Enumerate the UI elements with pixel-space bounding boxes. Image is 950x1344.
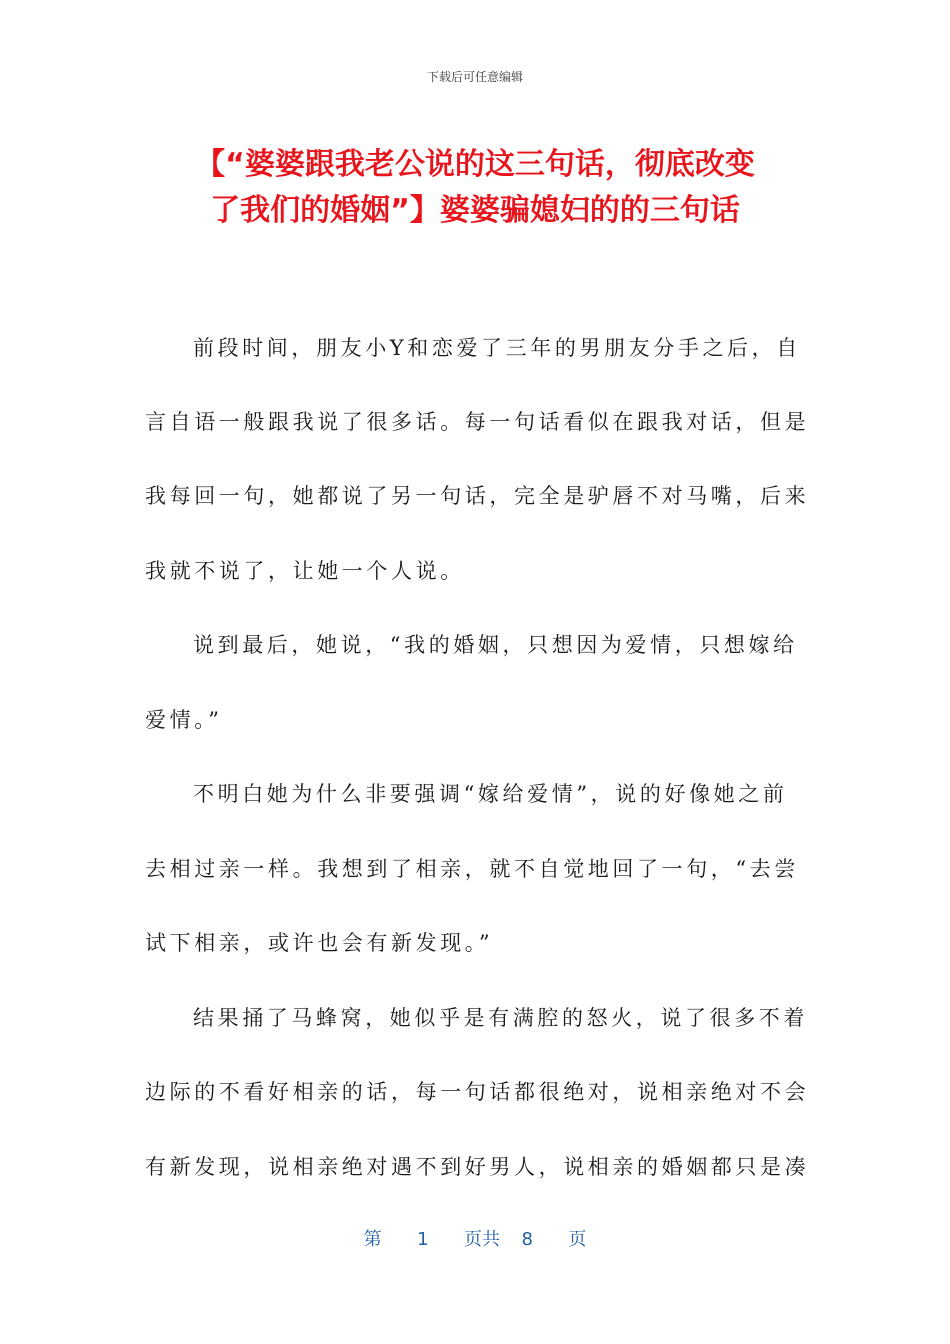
total-pages-number: 8 xyxy=(521,1229,533,1250)
body-line: 结果捅了马蜂窝，她似乎是有满腔的怒火，说了很多不着 xyxy=(193,1006,808,1030)
body-line: 去相过亲一样。我想到了相亲，就不自觉地回了一句，“去尝 xyxy=(145,857,799,881)
current-page-number: 1 xyxy=(417,1229,429,1250)
document-title xyxy=(100,142,850,234)
footer-suffix: 页 xyxy=(568,1229,587,1250)
body-line: 我每回一句，她都说了另一句话，完全是驴唇不对马嘴，后来 xyxy=(145,484,810,508)
body-line: 言自语一般跟我说了很多话。每一句话看似在跟我对话，但是 xyxy=(145,410,810,434)
body-line: 爱情。” xyxy=(145,708,223,732)
title-line-2: 了我们的婚姻”】婆婆骗媳妇的的三句话 xyxy=(210,193,740,228)
body-line: 边际的不看好相亲的话，每一句话都很绝对，说相亲绝对不会 xyxy=(145,1080,810,1104)
title-line-1: 【“婆婆跟我老公说的这三句话，彻底改变 xyxy=(195,147,755,182)
body-line: 试下相亲，或许也会有新发现。” xyxy=(145,931,494,955)
footer-prefix: 第 xyxy=(363,1229,382,1250)
body-line: 有新发现，说相亲绝对遇不到好男人，说相亲的婚姻都只是凑 xyxy=(145,1155,810,1179)
page-footer xyxy=(0,1225,950,1251)
footer-middle: 页共 xyxy=(464,1229,500,1250)
body-line: 不明白她为什么非要强调“嫁给爱情”，说的好像她之前 xyxy=(193,782,788,806)
body-line: 说到最后，她说，“我的婚姻，只想因为爱情，只想嫁给 xyxy=(193,633,798,657)
body-line: 前段时间，朋友小Y和恋爱了三年的男朋友分手之后，自 xyxy=(193,336,801,360)
body-line: 我就不说了，让她一个人说。 xyxy=(145,559,465,583)
header-note: 下载后可任意编辑 xyxy=(426,70,523,84)
